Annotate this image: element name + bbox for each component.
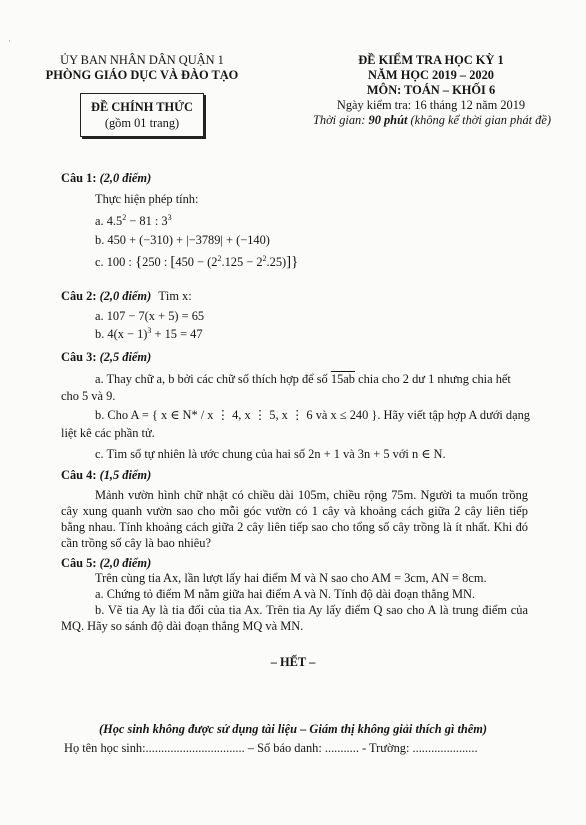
exam-title: ĐỀ KIỂM TRA HỌC KỲ 1 xyxy=(358,53,504,67)
page-count: (gồm 01 trang) xyxy=(104,116,180,131)
exam-duration: Thời gian: 90 phút (không kể thời gian phát đề) xyxy=(312,113,551,127)
q1-part-a: a. $4.5^2 - 81$ : $3^3$ xyxy=(95,213,172,228)
q5-part-a: a. Chứng tỏ điểm M nằm giữa hai điểm A và N. Tính độ dài đoạn thẳng MN. xyxy=(95,587,476,601)
exam-date: Ngày kiểm tra: 16 tháng 12 năm 2019 xyxy=(336,98,526,112)
q1-part-c: c. 100 : {250 : $[450 - (2^2.125 - 2^2.25)]$} xyxy=(95,254,299,270)
q2-heading: Câu 2: (2,0 điểm) Tìm x: xyxy=(61,289,192,303)
issuer-name: ỦY BAN NHÂN DÂN QUẬN 1 xyxy=(60,53,224,67)
q2-part-b: b. $4(x - 1)^3 + 15 = 47$ xyxy=(95,326,203,341)
q5-part-b: b. Vẽ tia Ay là tia đối của tia Ax. Trên tia Ay lấy điểm Q sao cho A là trung điểm của MQ. Hãy so sánh độ dài đoạn thẳng MQ và MN. xyxy=(61,603,528,634)
school-year: NĂM HỌC 2019 – 2020 xyxy=(368,68,494,82)
q3-heading: Câu 3: (2,5 điểm) xyxy=(61,350,152,364)
q1-part-b: b. 450 + (−310) + |−3789| + (−140) xyxy=(95,233,270,247)
q5-intro: Trên cùng tia Ax, lần lượt lấy hai điểm M và N sao cho AM = 3cm, AN = 8cm. xyxy=(95,571,487,585)
q1-heading: Câu 1: (2,0 điểm) xyxy=(61,171,152,185)
q3-part-c: c. Tìm số tự nhiên là ước chung của hai số 2n + 1 và 3n + 5 với n ∈ N. xyxy=(95,447,446,461)
q3-part-a-line1: a. Thay chữ a, b bởi các chữ số thích hợp để số 15ab chia cho 2 dư 1 nhưng chia hết xyxy=(95,372,511,386)
q1-intro: Thực hiện phép tính: xyxy=(95,192,199,206)
scan-speck: · xyxy=(8,36,11,46)
end-marker: – HẾT – xyxy=(270,655,316,669)
student-info-fields: Họ tên học sinh:................................ – Số báo danh: ........... - Trường: ..................... xyxy=(64,741,478,755)
q3-part-a-line2: cho 5 và 9. xyxy=(61,389,116,403)
q3-part-b-line2: liệt kê các phần tử. xyxy=(61,426,155,440)
footer-note: (Học sinh không được sử dụng tài liệu – Giám thị không giải thích gì thêm) xyxy=(98,722,488,736)
q3-part-b-line1: b. Cho A = { x ∈ N* / x ⋮ 4, x ⋮ 5, x ⋮ 6 và x ≤ 240 }. Hãy viết tập hợp A dưới dạng xyxy=(95,408,531,422)
official-stamp-box xyxy=(80,93,204,137)
q2-part-a: a. 107 − 7(x + 5) = 65 xyxy=(95,309,205,323)
q4-heading: Câu 4: (1,5 điểm) xyxy=(61,468,152,482)
q5-heading: Câu 5: (2,0 điểm) xyxy=(61,556,152,570)
department-name: PHÒNG GIÁO DỤC VÀ ĐÀO TẠO xyxy=(45,68,239,82)
official-label: ĐỀ CHÍNH THỨC xyxy=(91,100,193,114)
q4-text: Mảnh vườn hình chữ nhật có chiều dài 105m, chiều rộng 75m. Người ta muốn trồng cây xung quanh vườn sao cho mỗi góc vườn có 1 cây và khoảng cách giữa 2 cây liên tiếp bằng nhau. Tính khoảng cách giữa 2 cây liên tiếp sao cho tổng số cây trồng là ít nhất. Khi đó cần trồng số cây là bao nhiêu? xyxy=(61,488,528,551)
subject-grade: MÔN: TOÁN – KHỐI 6 xyxy=(366,83,496,97)
